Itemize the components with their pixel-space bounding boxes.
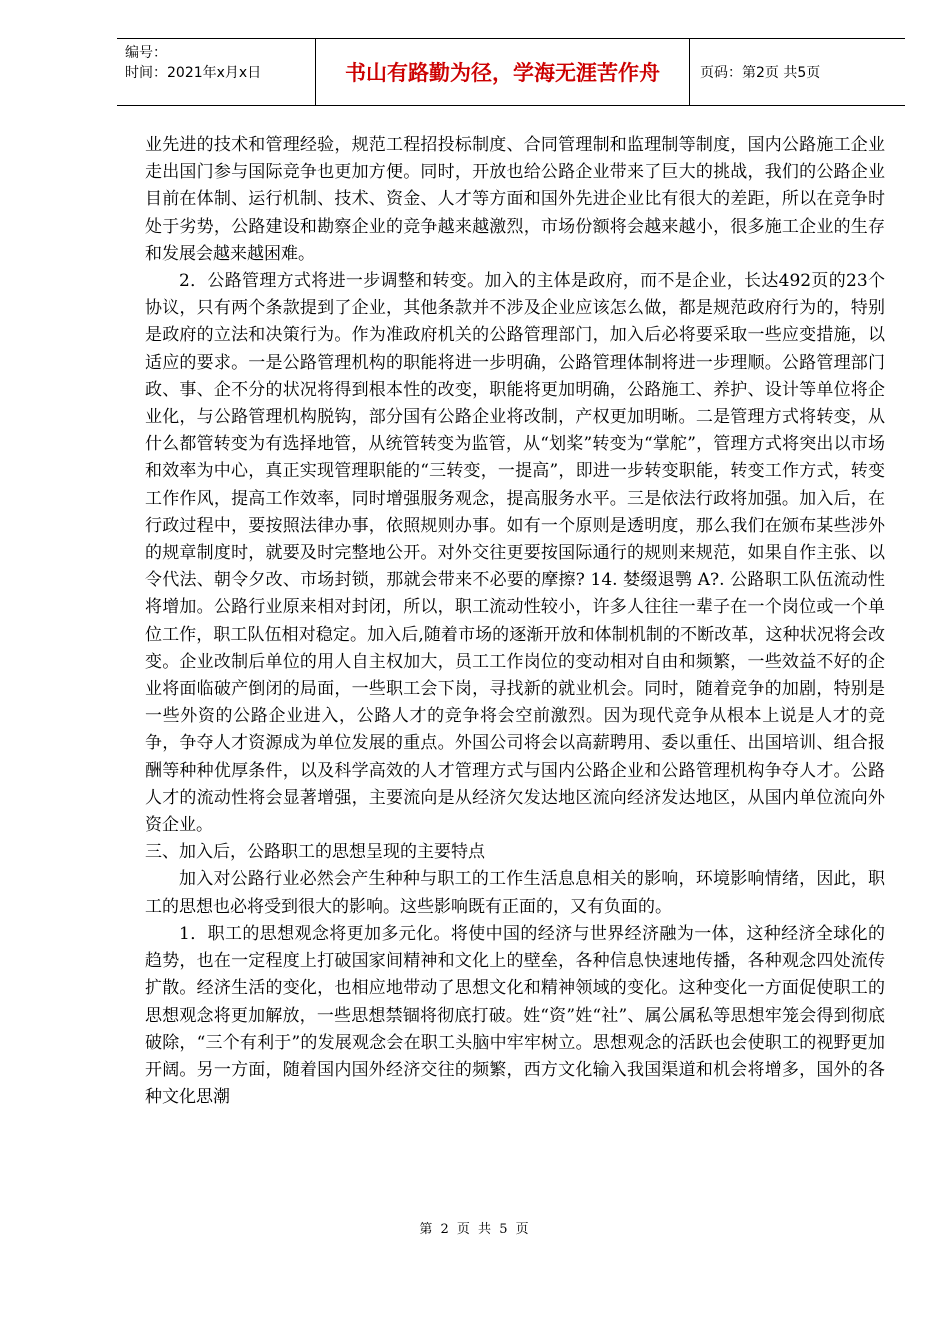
paragraph: 加入对公路行业必然会产生种种与职工的工作生活息息相关的影响，环境影响情绪，因此，职工的思想也必将受到很大的影响。这些影响既有正面的，又有负面的。 <box>145 869 885 917</box>
header-motto: 书山有路勤为径，学海无涯苦作舟 <box>316 39 690 105</box>
paragraph: 1．职工的思想观念将更加多元化。将使中国的经济与世界经济融为一体，这种经济全球化的趋势，也在一定程度上打破国家间精神和文化上的壁垒，各种信息快速地传播，各种观念四处流传扩散。经济生活的变化，也相应地带动了思想文化和精神领域的变化。这种变化一方面促使职工的思想观念将更加解放，一些思想禁锢将彻底打破。姓“资”姓“社”、属公属私等思想牢笼会得到彻底破除，“三个有利于”的发展观念会在职工头脑中牢牢树立。思想观念的活跃也会使职工的视野更加开阔。另一方面，随着国内国外经济交往的频繁，西方文化输入我国渠道和机会将增多，国外的各种文化思潮 <box>145 923 885 1108</box>
page-header <box>117 38 905 106</box>
paragraph: 2．公路管理方式将进一步调整和转变。加入的主体是政府，而不是企业，长达492页的23个协议，只有两个条款提到了企业，其他条款并不涉及企业应该怎么做，都是规范政府行为的，特别是政府的立法和决策行为。作为准政府机关的公路管理部门，加入后必将要采取一些应变措施，以适应的要求。一是公路管理机构的职能将进一步明确，公路管理体制将进一步理顺。公路管理部门政、事、企不分的状况将得到根本性的改变，职能将更加明确，公路施工、养护、设计等单位将企业化，与公路管理机构脱钩，部分国有公路企业将改制，产权更加明晰。二是管理方式将转变，从什么都管转变为有选择地管，从统管转变为监管，从“划桨”转变为“掌舵”，管理方式将突出以市场和效率为中心，真正实现管理职能的“三转变，一提高”，即进一步转变职能，转变工作方式，转变工作作风，提高工作效率，同时增强服务观念，提高服务水平。三是依法行政将加强。加入后，在行政过程中，要按照法律办事，依照规则办事。如有一个原则是透明度，那么我们在颁布某些涉外的规章制度时，就要及时完整地公开。对外交往更要按国际通行的规则来规范，如果自作主张、以令代法、朝令夕改、市场封锁，那就会带来不必要的摩擦? 14. 婪缀退鹗 A?. 公路职工队伍流动性将增加。公路行业原来相对封闭，所以，职工流动性较小，许多人往往一辈子在一个岗位或一个单位工作，职工队伍相对稳定。加入后,随着市场的逐渐开放和体制机制的不断改革，这种状况将会改变。企业改制后单位的用人自主权加大，员工工作岗位的变动相对自由和频繁，一些效益不好的企业将面临破产倒闭的局面，一些职工会下岗，寻找新的就业机会。同时，随着竞争的加剧，特别是一些外资的公路企业进入，公路人才的竞争将会空前激烈。因为现代竞争从根本上说是人才的竞争，争夺人才资源成为单位发展的重点。外国公司将会以高薪聘用、委以重任、出国培训、组合报酬等种种优厚条件，以及科学高效的人才管理方式与国内公路企业和公路管理机构争夺人才。公路人才的流动性将会显著增强，主要流向是从经济欠发达地区流向经济发达地区，从国内单位流向外资企业。 <box>145 271 885 836</box>
document-body <box>145 132 885 1111</box>
header-page-number: 页码：第2页 共5页 <box>700 65 821 81</box>
header-meta <box>117 39 316 105</box>
page-footer: 第 2 页 共 5 页 <box>419 1222 531 1237</box>
section-heading: 三、加入后，公路职工的思想呈现的主要特点 <box>145 842 485 863</box>
time-label: 时间：2021年x月x日 <box>125 65 262 81</box>
code-label: 编号： <box>125 45 167 61</box>
paragraph-continued: 业先进的技术和管理经验，规范工程招投标制度、合同管理制和监理制等制度，国内公路施工企业走出国门参与国际竞争也更加方便。同时，开放也给公路企业带来了巨大的挑战，我们的公路企业目前在体制、运行机制、技术、资金、人才等方面和国外先进企业比有很大的差距，所以在竞争时处于劣势，公路建设和勘察企业的竞争越来越激烈，市场份额将会越来越小，很多施工企业的生存和发展会越来越困难。 <box>145 135 885 264</box>
